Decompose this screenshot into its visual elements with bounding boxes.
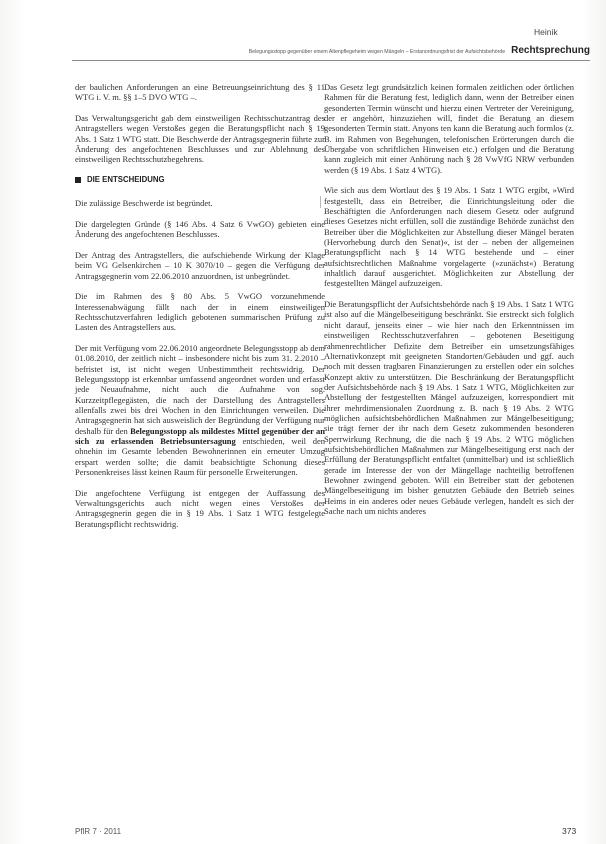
paragraph: Die im Rahmen des § 80 Abs. 5 VwGO vorzunehmende Interessenabwägung fällt nach der in einem einstweiligen Rechtsschutzverfahren lediglich gebotenen summarischen Prüfung zu Lasten des Antragstellers aus. xyxy=(75,291,325,333)
bold-text: Belegungsstopp als mildestes Mittel gegenüber der an sich zu erlassenden Betriebsuntersagung xyxy=(75,425,325,447)
paragraph: Das Verwaltungsgericht gab dem einstweiligen Rechtsschutzantrag des Antragstellers wegen Verstoßes gegen die Beratungspflicht nach § 19 Abs. 1 Satz 1 WTG statt. Die Beschwerde der Antragsgegnerin führte zur Änderung des angefochtenen Beschlusses und zur Ablehnung des einstweiligen Rechtsschutzbegehrens. xyxy=(75,112,325,165)
paragraph xyxy=(75,343,325,477)
section-heading xyxy=(75,175,325,185)
running-title: Belegungsstopp gegenüber einem Altenpflegeheim wegen Mängeln – Erstanordnungsfrist der Aufsichtsbehörde xyxy=(248,49,506,55)
section-heading-label: DIE ENTSCHEIDUNG xyxy=(87,175,165,184)
journal-issue: PflR 7 · 2011 xyxy=(75,827,122,836)
page-number: 373 xyxy=(562,826,577,836)
paragraph: Die zulässige Beschwerde ist begründet. xyxy=(75,198,213,209)
header-divider xyxy=(72,60,590,61)
running-head xyxy=(70,45,590,59)
paragraph: Die Beratungspflicht der Aufsichtsbehörde nach § 19 Abs. 1 Satz 1 WTG ist also auf die Mängelbeseitigung beschränkt. Sie erstreckt sich folglich nicht darauf, jenseits einer – wie hier nach den Erkenntnissen im einstweiligen Rechtsschutzverfahren – gebotenen Beseitigung rahmenrechtlicher Defizite dem Betreiber ein umsetzungsfähiges Alternativkonzept mit geeigneten Standorten/Gebäuden und ggf. auch noch mit dessen tragbaren Finanzierungen zu erstellen oder ein solches Konzept aktiv zu unterstützen. Die Beschränkung der Beratungspflicht der Aufsichtsbehörde nach § 19 Abs. 1 Satz 1 WTG, Möglichkeiten zur Abstellung der festgestellten Mängel aufzuzeigen, korrespondiert mit ihrer mehrdimensionalen Zuordnung z. B. nach § 19 Abs. 2 WTG möglichen aufsichtsbehördlichen Maßnahmen zur Mängelbeseitigung; sie trägt ferner der ihr nach dem Gesetz zukommenden besonderen Sperrwirkung Rechnung, die die nach § 19 Abs. 2 WTG möglichen aufsichtsbehördlichen Maßnahmen zur Mängelbeseitigung erst nach der Erfüllung der Beratungspflicht entfaltet (unmittelbar) und ist schließlich gerade im Interesse der von der Mängellage nachteilig betroffenen Bewohner zwingend geboten. Will ein Betreiber statt der gebotenen Mängelbeseitigung im bisher genutzten Gebäude den Betrieb seines Heims in ein anderes oder neues Gebäude verlegen, handelt es sich der Sache nach um nichts anderes xyxy=(324,299,574,516)
paragraph: der baulichen Anforderungen an eine Betreuungseinrichtung des § 11 WTG i. V. m. §§ 1–5 DVO WTG –. xyxy=(75,82,325,103)
author-name: Heinik xyxy=(534,27,558,37)
paragraph: Die angefochtene Verfügung ist entgegen der Auffassung des Verwaltungsgerichts auch nicht wegen eines Verstoßes der Antragsgegnerin gegen die in § 19 Abs. 1 Satz 1 WTG festgelegte Beratungspflicht rechtswidrig. xyxy=(75,487,325,529)
column-divider xyxy=(320,196,321,208)
paragraph-text: Der mit Verfügung vom 22.06.2010 angeordnete Belegungsstopp ab dem 01.08.2010, der zeitlich nicht – insbesondere nicht bis zum 31. 2.2010 – befristet ist, ist nicht wegen Unbestimmtheit rechtswidrig. Der Belegungsstopp ist erkennbar umfassend angeordnet worden und erfasst jede Neuaufnahme, nicht auch die Aufnahme von sog. Kurzzeitpflegegästen, die nach der Darstellung des Antragstellers allenfalls zwei bis drei Wochen in den Einrichtungen verweilen. Die Antragsgegnerin hat sich ausweislich der Begründung der Verfügung nur deshalb für den xyxy=(75,342,325,436)
paragraph-text: entschieden, weil den ohnehin im Gesamte lebenden Bewohnerinnen ein erneuter Umzug erspart werden sollte; die damit beabsichtigte Schonung dieses Personenkreises lässt keinen Raum für personelle Erweiterungen. xyxy=(75,436,326,478)
right-column xyxy=(324,82,574,527)
section-title: Rechtsprechung xyxy=(511,45,590,56)
paragraph: Das Gesetz legt grundsätzlich keinen formalen zeitlichen oder örtlichen Rahmen für die Beratung fest, lediglich dann, wenn der Betreiber einen gesonderten Termin wünscht und hierzu einen Vertreter der Vereinigung, der er angehört, hinzuziehen will, findet die Beratung an diesem gesonderten Termin statt. Anyons ten kann die Beratung auch formlos (z. B. im Rahmen von Begehungen, telefonischen Erörterungen durch die Übergabe von schriftlichen Hinweisen etc.) erfolgen und die Beratung kann zugleich mit einer Anhörung nach § 28 VwVfG NRW verbunden werden (§ 19 Abs. 1 Satz 4 WTG). xyxy=(324,82,574,175)
heading-bullet-icon xyxy=(75,177,81,183)
left-column xyxy=(75,82,325,539)
paragraph: Wie sich aus dem Wortlaut des § 19 Abs. 1 Satz 1 WTG ergibt, »Wird festgestellt, dass ein Betreiber, die Einrichtungsleitung oder die Beschäftigten die Anforderungen nach diesem Gesetz oder aufgrund dieses Gesetzes nicht erfüllen, soll die zuständige Behörde zunächst den Betreiber über die Möglichkeiten zur Abstellung dieser Mängel beraten (Hervorhebung durch den Senat)«, ist der – neben der allgemeinen Beratungspflicht nach § 14 WTG bestehende und – einer aufsichtsrechtlichen Maßnahme vorgelagerte (»zunächst«) Beratung inhaltlich darauf ausgerichtet. Möglichkeiten zur Abstellung der festgestellten Mängel aufzuzeigen. xyxy=(324,185,574,289)
paragraph: Die dargelegten Gründe (§ 146 Abs. 4 Satz 6 VwGO) gebieten eine Änderung des angefochtenen Beschlusses. xyxy=(75,218,325,240)
paragraph: Der Antrag des Antragstellers, die aufschiebende Wirkung der Klage beim VG Gelsenkirchen – 10 K 3070/10 – gegen die Verfügung der Antragsgegnerin vom 22.06.2010 anzuordnen, ist unbegründet. xyxy=(75,249,325,281)
